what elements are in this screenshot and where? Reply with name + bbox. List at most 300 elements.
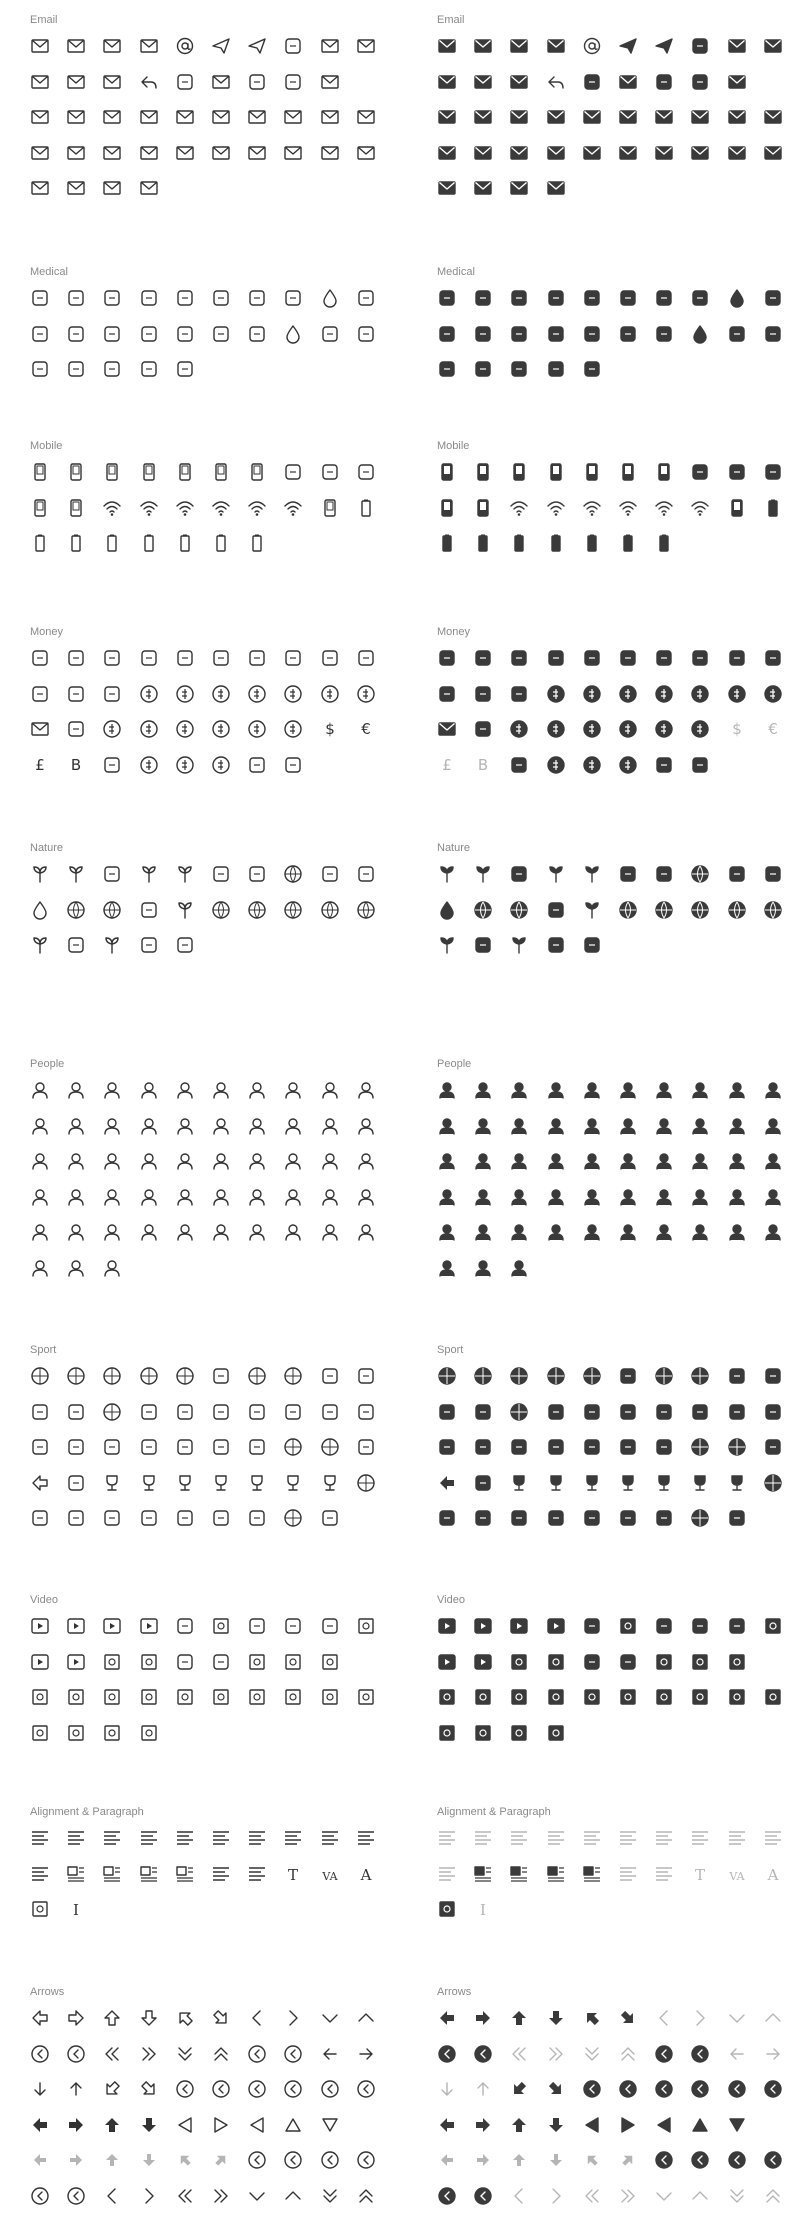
person-glasses-icon: [473, 1258, 493, 1278]
page-clear-icon: [30, 1899, 50, 1919]
text-va-icon: [727, 1864, 747, 1884]
film-frame-icon: [175, 1687, 195, 1707]
envelope-x-icon: [618, 143, 638, 163]
sim-4g-icon: [66, 498, 86, 518]
kettlebell-icon: [582, 1508, 602, 1528]
wifi-icon: [175, 498, 195, 518]
volleyball-icon: [654, 1366, 674, 1386]
road-icon: [175, 935, 195, 955]
film-frame-icon: [102, 1687, 122, 1707]
voicemail-cassette-icon: [690, 72, 710, 92]
envelope-open-icon: [727, 36, 747, 56]
section-label-alignment-paragraph: Alignment & Paragraph: [437, 1806, 551, 1818]
pills-icon: [473, 359, 493, 379]
thin-arrow-up-icon: [66, 2079, 86, 2099]
mailbox-post-icon: [283, 36, 303, 56]
battery-empty-icon: [139, 533, 159, 553]
video-camera-icon: [582, 1616, 602, 1636]
inbox-full-icon: [102, 72, 122, 92]
recycle-cactus-icon: [247, 900, 267, 920]
envelope-x-icon: [211, 143, 231, 163]
sun-gear-icon: [283, 900, 303, 920]
caduceus-icon: [437, 359, 457, 379]
person-icon: [546, 1222, 566, 1242]
double-chevron-down-icon: [582, 2044, 602, 2064]
arrow-down-right-icon: [546, 2079, 566, 2099]
chevron-left-icon: [654, 2008, 674, 2028]
bold-arrow-up-icon: [102, 2115, 122, 2135]
jersey-icon: [727, 1402, 747, 1422]
phone-icon: [66, 462, 86, 482]
double-chevron-right-icon: [618, 2186, 638, 2206]
mailbox-icon: [727, 72, 747, 92]
euro-sign-icon: [763, 719, 783, 739]
gear-drop-icon: [509, 900, 529, 920]
align-left-icon: [30, 1828, 50, 1848]
mailbox-icon: [320, 72, 340, 92]
person-icon: [30, 1151, 50, 1171]
circle-double-right-icon: [283, 2044, 303, 2064]
list-numbered-icon: [211, 1864, 231, 1884]
money-bag-icon: [509, 648, 529, 668]
coin-arrow-icon: [582, 719, 602, 739]
person-icon: [283, 1151, 303, 1171]
envelope-gear-icon: [139, 178, 159, 198]
reply-arrow-icon: [139, 72, 159, 92]
envelope-x-icon: [283, 107, 303, 127]
envelope-x-icon: [509, 36, 529, 56]
battery-mid-icon: [66, 533, 86, 553]
phone-at-icon: [247, 462, 267, 482]
medal-icon: [283, 1473, 303, 1493]
bicycle-icon: [582, 1437, 602, 1457]
double-chevron-right-icon: [546, 2044, 566, 2064]
trophy-icon: [175, 1473, 195, 1493]
stretcher-icon: [546, 359, 566, 379]
bicycle-helmet-icon: [102, 1437, 122, 1457]
person-icon: [654, 1222, 674, 1242]
battery-empty-icon: [175, 533, 195, 553]
inbox-tray-icon: [356, 36, 376, 56]
projector-icon: [727, 1616, 747, 1636]
wallet-icon: [690, 648, 710, 668]
card-swipe-icon: [66, 648, 86, 668]
podium-icon: [320, 1473, 340, 1493]
section-label-sport: Sport: [437, 1344, 464, 1356]
medal-icon: [247, 1473, 267, 1493]
tennis-ball-icon: [283, 1366, 303, 1386]
person-icon: [139, 1151, 159, 1171]
arrow-left-icon: [30, 2008, 50, 2028]
chevron-up-icon: [283, 2186, 303, 2206]
film-frame-icon: [509, 1687, 529, 1707]
thermometer-icon: [618, 864, 638, 884]
pound-sign-icon: [30, 755, 50, 775]
align-right-icon: [509, 1828, 529, 1848]
stopwatch-icon: [211, 1366, 231, 1386]
page-flash-icon: [727, 1652, 747, 1672]
rope-icon: [139, 1402, 159, 1422]
dna-icon: [509, 324, 529, 344]
banknote-dollar-icon: [30, 684, 50, 704]
credit-card-icon: [211, 648, 231, 668]
head-brain-icon: [654, 288, 674, 308]
inbox-full-icon: [509, 72, 529, 92]
text-t-icon: [690, 1864, 710, 1884]
triangle-left-icon: [654, 2115, 674, 2135]
envelope-icon: [30, 36, 50, 56]
double-chevron-up-icon: [763, 2186, 783, 2206]
kidney-icon: [139, 288, 159, 308]
wallet-icon: [356, 648, 376, 668]
signal-triangle-icon: [247, 498, 267, 518]
person-icon: [690, 1222, 710, 1242]
double-chevron-up-icon: [356, 2186, 376, 2206]
person-icon: [690, 1116, 710, 1136]
triangle-left-icon: [582, 2115, 602, 2135]
phone-icon: [30, 462, 50, 482]
section-label-mobile: Mobile: [437, 440, 470, 452]
person-icon: [211, 1187, 231, 1207]
envelope-x-icon: [247, 107, 267, 127]
chevron-down-icon: [654, 2186, 674, 2206]
drop-icon: [727, 288, 747, 308]
person-icon: [654, 1151, 674, 1171]
svg-text:VA: VA: [322, 1869, 338, 1883]
hockey-stick-icon: [139, 1508, 159, 1528]
hand-drop-icon: [283, 324, 303, 344]
coin-arrow-icon: [509, 719, 529, 739]
envelope-x-icon: [690, 107, 710, 127]
section-label-arrows: Arrows: [30, 1986, 65, 1998]
bold-arrow-left-icon: [437, 2115, 457, 2135]
circle-arrow-right-icon: [618, 2079, 638, 2099]
euro-sign-icon: [356, 719, 376, 739]
circle-arrow-dr-icon: [763, 2079, 783, 2099]
play-screen-icon: [473, 1652, 493, 1672]
envelope-x-icon: [102, 107, 122, 127]
svg-text:A: A: [360, 1865, 372, 1884]
envelope-x-icon: [175, 143, 195, 163]
rope-icon: [546, 1402, 566, 1422]
person-icon: [102, 1080, 122, 1100]
envelope-icon: [437, 36, 457, 56]
person-icon: [763, 1187, 783, 1207]
trophy-icon: [546, 1473, 566, 1493]
baseball-icon: [102, 1366, 122, 1386]
triangle-right-icon: [211, 2115, 231, 2135]
signal-4g-icon: [139, 498, 159, 518]
person-icon: [582, 1151, 602, 1171]
film-frame-icon: [582, 1687, 602, 1707]
dollar-sign-icon: [727, 719, 747, 739]
battery-mid-icon: [473, 533, 493, 553]
at-sign-icon: [175, 36, 195, 56]
battery-empty-icon: [582, 533, 602, 553]
shuttlecock-icon: [211, 1437, 231, 1457]
hospital-icon: [727, 324, 747, 344]
person-icon: [473, 1222, 493, 1242]
hospital-icon: [320, 324, 340, 344]
person-icon: [175, 1151, 195, 1171]
bitcoin-sign-icon: [473, 755, 493, 775]
sim-4g-icon: [473, 498, 493, 518]
envelope-x-icon: [582, 107, 602, 127]
svg-text:T: T: [288, 1865, 299, 1884]
person-icon: [509, 1187, 529, 1207]
tennis-ball-icon: [690, 1366, 710, 1386]
sprout-icon: [66, 864, 86, 884]
at-sign-icon: [582, 36, 602, 56]
page-video-icon: [473, 1723, 493, 1743]
person-icon: [437, 1222, 457, 1242]
kidney-icon: [546, 288, 566, 308]
indent-icon: [654, 1828, 674, 1848]
person-icon: [211, 1151, 231, 1171]
hand-drop-icon: [690, 324, 710, 344]
inline-skate-icon: [66, 1508, 86, 1528]
phone-icon: [437, 462, 457, 482]
section-label-medical: Medical: [437, 266, 475, 278]
light-arrow-ul-icon: [175, 2150, 195, 2170]
recycle-gear-icon: [690, 864, 710, 884]
dumbbell-icon: [356, 1402, 376, 1422]
hockey-puck-icon: [437, 1402, 457, 1422]
search-coin-icon: [66, 719, 86, 739]
globe-leaf-icon: [727, 900, 747, 920]
phone-at-icon: [654, 462, 674, 482]
movie-camera-icon: [247, 1616, 267, 1636]
section-label-nature: Nature: [437, 842, 471, 854]
pill-bottle-icon: [690, 288, 710, 308]
plant-pot-icon: [30, 935, 50, 955]
section-label-email: Email: [437, 14, 465, 26]
page-video-icon: [727, 1687, 747, 1707]
credit-card-icon: [654, 648, 674, 668]
person-icon: [437, 1116, 457, 1136]
list-bulleted-icon: [247, 1864, 267, 1884]
person-icon: [356, 1116, 376, 1136]
svg-text:£: £: [35, 755, 45, 774]
image-wrap-icon: [175, 1864, 195, 1884]
light-arrow-left-icon: [30, 2150, 50, 2170]
list-numbered-icon: [618, 1864, 638, 1884]
person-icon: [66, 1222, 86, 1242]
person-icon: [546, 1080, 566, 1100]
coin-pound-icon: [618, 684, 638, 704]
circle-arrow-dr-icon: [356, 2079, 376, 2099]
person-hat-icon: [473, 1116, 493, 1136]
arrow-up-left-icon: [582, 2008, 602, 2028]
person-icon: [473, 1080, 493, 1100]
person-icon: [283, 1116, 303, 1136]
coin-dollar-icon: [175, 755, 195, 775]
stamp-icon: [582, 72, 602, 92]
person-icon: [763, 1222, 783, 1242]
bottle-icon: [139, 1437, 159, 1457]
page-film-icon: [690, 1652, 710, 1672]
pills-icon: [66, 359, 86, 379]
bowling-pins-icon: [654, 1437, 674, 1457]
double-chevron-left-icon: [509, 2044, 529, 2064]
section-label-sport: Sport: [30, 1344, 57, 1356]
bicycle-helmet-icon: [509, 1437, 529, 1457]
wheelchair-icon: [175, 359, 195, 379]
javelin-icon: [473, 1473, 493, 1493]
coin-arrow-icon: [139, 719, 159, 739]
wifi-icon: [582, 498, 602, 518]
person-woman-icon: [582, 1080, 602, 1100]
calculator-icon: [320, 498, 340, 518]
coin-bitcoin-icon: [247, 684, 267, 704]
video-camera-icon: [175, 1616, 195, 1636]
person-glasses-icon: [66, 1258, 86, 1278]
outdent-arrow-icon: [437, 1864, 457, 1884]
cash-stack-icon: [102, 755, 122, 775]
bowling-icon: [582, 1366, 602, 1386]
phone-round-icon: [618, 462, 638, 482]
battery-off-icon: [618, 533, 638, 553]
tree-icon: [139, 864, 159, 884]
boxing-bag-icon: [618, 1402, 638, 1422]
skateboard-icon: [437, 1508, 457, 1528]
helmet-icon: [437, 1437, 457, 1457]
battery-low-icon: [509, 533, 529, 553]
banknote-pound-icon: [509, 684, 529, 704]
film-frame-icon: [139, 1687, 159, 1707]
person-icon: [175, 1116, 195, 1136]
line-height-icon: [727, 1828, 747, 1848]
align-justify-icon: [139, 1828, 159, 1848]
rewind-button-icon: [139, 1616, 159, 1636]
hang-up-icon: [320, 462, 340, 482]
triangle-left-icon: [247, 2115, 267, 2135]
soccer-goal-icon: [473, 1402, 493, 1422]
billiard-ball-icon: [690, 1437, 710, 1457]
align-justify-icon: [582, 1828, 602, 1848]
align-justify-icon: [211, 1828, 231, 1848]
person-icon: [102, 1151, 122, 1171]
hand-coin-icon: [30, 648, 50, 668]
double-chevron-down-icon: [175, 2044, 195, 2064]
dna-icon: [102, 324, 122, 344]
svg-text:£: £: [442, 755, 452, 774]
circle-nw-icon: [437, 2186, 457, 2206]
envelope-x-icon: [437, 143, 457, 163]
whistle-icon: [283, 1402, 303, 1422]
bold-arrow-left-icon: [30, 2115, 50, 2135]
cash-stack-icon: [654, 755, 674, 775]
road-icon: [582, 935, 602, 955]
letter-stack-icon: [618, 72, 638, 92]
syringe-icon: [356, 288, 376, 308]
align-center-icon: [473, 1828, 493, 1848]
credit-card-icon: [247, 648, 267, 668]
hockey-puck-icon: [30, 1402, 50, 1422]
bottle-icon: [546, 1437, 566, 1457]
page-video-icon: [30, 1723, 50, 1743]
hockey-stick-icon: [546, 1508, 566, 1528]
money-bag-icon: [139, 648, 159, 668]
dumbbell-icon: [763, 1402, 783, 1422]
coin-gear-icon: [690, 684, 710, 704]
brain-icon: [582, 288, 602, 308]
image-left-icon: [66, 1864, 86, 1884]
envelope-x-icon: [654, 107, 674, 127]
first-aid-kit-icon: [582, 324, 602, 344]
light-arrow-right-icon: [473, 2150, 493, 2170]
envelope-x-icon: [139, 36, 159, 56]
chevron-down-icon: [727, 2008, 747, 2028]
person-icon: [356, 1187, 376, 1207]
film-frame-icon: [30, 1687, 50, 1707]
envelope-lock-icon: [102, 178, 122, 198]
arrow-down-right-icon: [618, 2008, 638, 2028]
lungs-icon: [66, 288, 86, 308]
muscle-icon: [618, 1508, 638, 1528]
wheelchair-icon: [582, 359, 602, 379]
page-video-icon: [437, 1723, 457, 1743]
chevron-left-icon: [247, 2008, 267, 2028]
arrow-down-left-icon: [509, 2079, 529, 2099]
chevron-down-icon: [320, 2008, 340, 2028]
forward-button-icon: [509, 1616, 529, 1636]
envelope-x-icon: [763, 107, 783, 127]
person-icon: [139, 1116, 159, 1136]
coins-bitcoin-icon: [356, 684, 376, 704]
film-frame-icon: [473, 1687, 493, 1707]
wifi-low-icon: [618, 498, 638, 518]
thin-arrow-right-icon: [763, 2044, 783, 2064]
circle-double-left-icon: [247, 2044, 267, 2064]
recycle-icon: [618, 900, 638, 920]
hand-leaf-icon: [509, 864, 529, 884]
coin-arrow-icon: [618, 719, 638, 739]
person-icon: [139, 1222, 159, 1242]
heart-beat-icon: [211, 288, 231, 308]
section-label-mobile: Mobile: [30, 440, 63, 452]
clapper-icon: [509, 1652, 529, 1672]
envelope-x-icon: [356, 107, 376, 127]
billiard-ball-icon: [283, 1437, 303, 1457]
coin-bitcoin-icon: [654, 684, 674, 704]
golf-club-icon: [247, 1508, 267, 1528]
svg-text:B: B: [71, 755, 82, 774]
chevron-left-icon: [509, 2186, 529, 2206]
page-video-icon: [763, 1687, 783, 1707]
trophy-icon: [582, 1473, 602, 1493]
coin-dollar-icon: [139, 684, 159, 704]
chevron-right-icon: [690, 2008, 710, 2028]
coins-dollar-icon: [320, 684, 340, 704]
person-bun-icon: [763, 1080, 783, 1100]
person-icon: [509, 1080, 529, 1100]
forward-button-icon: [102, 1616, 122, 1636]
person-icon: [509, 1116, 529, 1136]
paper-plane-icon: [654, 36, 674, 56]
person-icon: [139, 1187, 159, 1207]
clear-format-icon: [473, 1899, 493, 1919]
align-center-icon: [66, 1828, 86, 1848]
mortar-pestle-icon: [654, 324, 674, 344]
circle-arrow-down-icon: [763, 2150, 783, 2170]
cash-stack-icon: [247, 755, 267, 775]
person-icon: [763, 1151, 783, 1171]
envelope-x-icon: [175, 107, 195, 127]
person-icon: [690, 1151, 710, 1171]
indent-icon: [690, 1828, 710, 1848]
envelope-x-icon: [247, 143, 267, 163]
